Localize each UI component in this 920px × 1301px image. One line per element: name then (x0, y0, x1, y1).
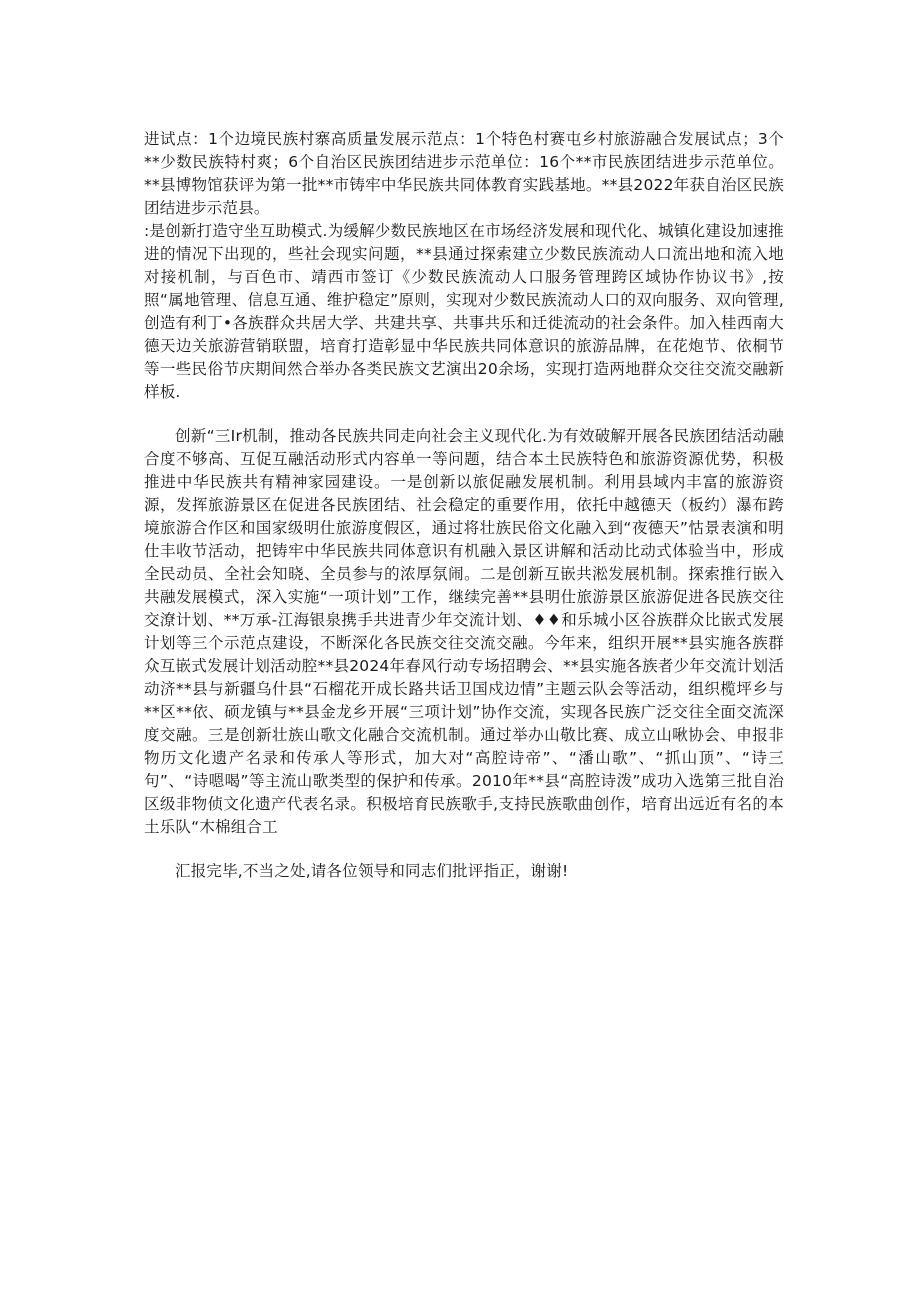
paragraph-three-mechanisms: 创新“三Ir机制，推动各民族共同走向社会主义现代化.为有效破解开展各民族团结活动融合度不够高、互促互融活动形式内容单一等问题，结合本土民族特色和旅游资源优势，积极推进中华民族共有精神家园建设。一是创新以旅促融发展机制。利用县域内丰富的旅游资源，发挥旅游景区在促进各民族团结、社会稳定的重要作用，依托中越德天（板约）瀑布跨境旅游合作区和国家级明仕旅游度假区，通过将壮族民俗文化融入到“夜德天”怙景表演和明仕丰收节活动，把铸牢中华民族共同体意识有机融入景区讲解和活动比动式体验当中，形成全民动员、全社会知晓、全员参与的浓厚氛闹。二是创新互嵌共淞发展机制。探索推行嵌入共融发展模式，深入实施“一项计划”工作，继续完善**县明仕旅游景区旅游促进各民族交往交潦计划、**万承-江海银泉携手共进青少年交流计划、♦♦和乐城小区谷族群众比嵌式发展计划等三个示范点建设，不断深化各民族交往交流交融。今年来，组织开展**县实施各族群众互嵌式发展计划活动腔**县2024年春风行动专场招聘会、**县实施各族者少年交流计划活动济**县与新疆乌什县“石榴花开成长路共话卫国戍边情”主题云队会等活动，组织榄坪乡与**区**依、硕龙镇与**县金龙乡开展“三项计划”协作交流，实现各民族广泛交往全面交流深度交融。三是创新壮族山歌文化融合交流机制。通过举办山敬比赛、成立山啾协会、申报非物历文化遗产名录和传承人等形式，加大对“高腔诗帝”、“潘山歌”、“抓山顶”、“诗三句”、“诗嗯喝”等主流山歌类型的保护和传承。2010年**县“高腔诗泼”成功入选第三批自治区级非物侦文化遗产代表名录。积极培育民族歌手,支持民族歌曲创作，培育出远近有名的本土乐队“木棉组合工 (144, 427, 784, 836)
paragraph-closing: 汇报完毕,不当之处,请各位领导和同志们批评指正，谢谢! (175, 862, 569, 880)
paragraph-pilot-sites: 进试点：1个边境民族村寨高质量发展示范点：1个特色村赛屯乡村旅游融合发展试点；3个**少数民族特村爽；6个自治区民族团结进步示范单位：16个**市民族团结进步示范单位。**县博物馆获评为第一批**市铸牢中华民族共同体教育实践基地。**县2022年获自治区民族团结进步示范县。 (144, 130, 784, 217)
paragraph-gap (144, 839, 784, 860)
paragraph-gap (144, 404, 784, 425)
document-page (144, 128, 784, 883)
paragraph-mutual-aid-model: :是创新打造守坐互助模式.为缓解少数民族地区在市场经济发展和现代化、城镇化建设加速推进的情况下出现的，些社会现实问题，**县通过探索建立少数民族流动人口流出地和流入地对接机制，与百色市、靖西市签订《少数民族流动人口服务管理跨区域协作协议书》,按照“属地管理、信息互通、维护稳定”原则，实现对少数民族流动人口的双向服务、双向管理,创造有利丁•各族群众共居大学、共建共享、共事共乐和迁徙流动的社会条件。加入桂西南大德天边关旅游营销联盟，培育打造彰显中华民族共同体意识的旅游品牌，在花炮节、依桐节等一些民俗节庆期间然合举办各类民族文艺演出20余场，实现打造两地群众交往交流交融新样板. (144, 222, 784, 401)
